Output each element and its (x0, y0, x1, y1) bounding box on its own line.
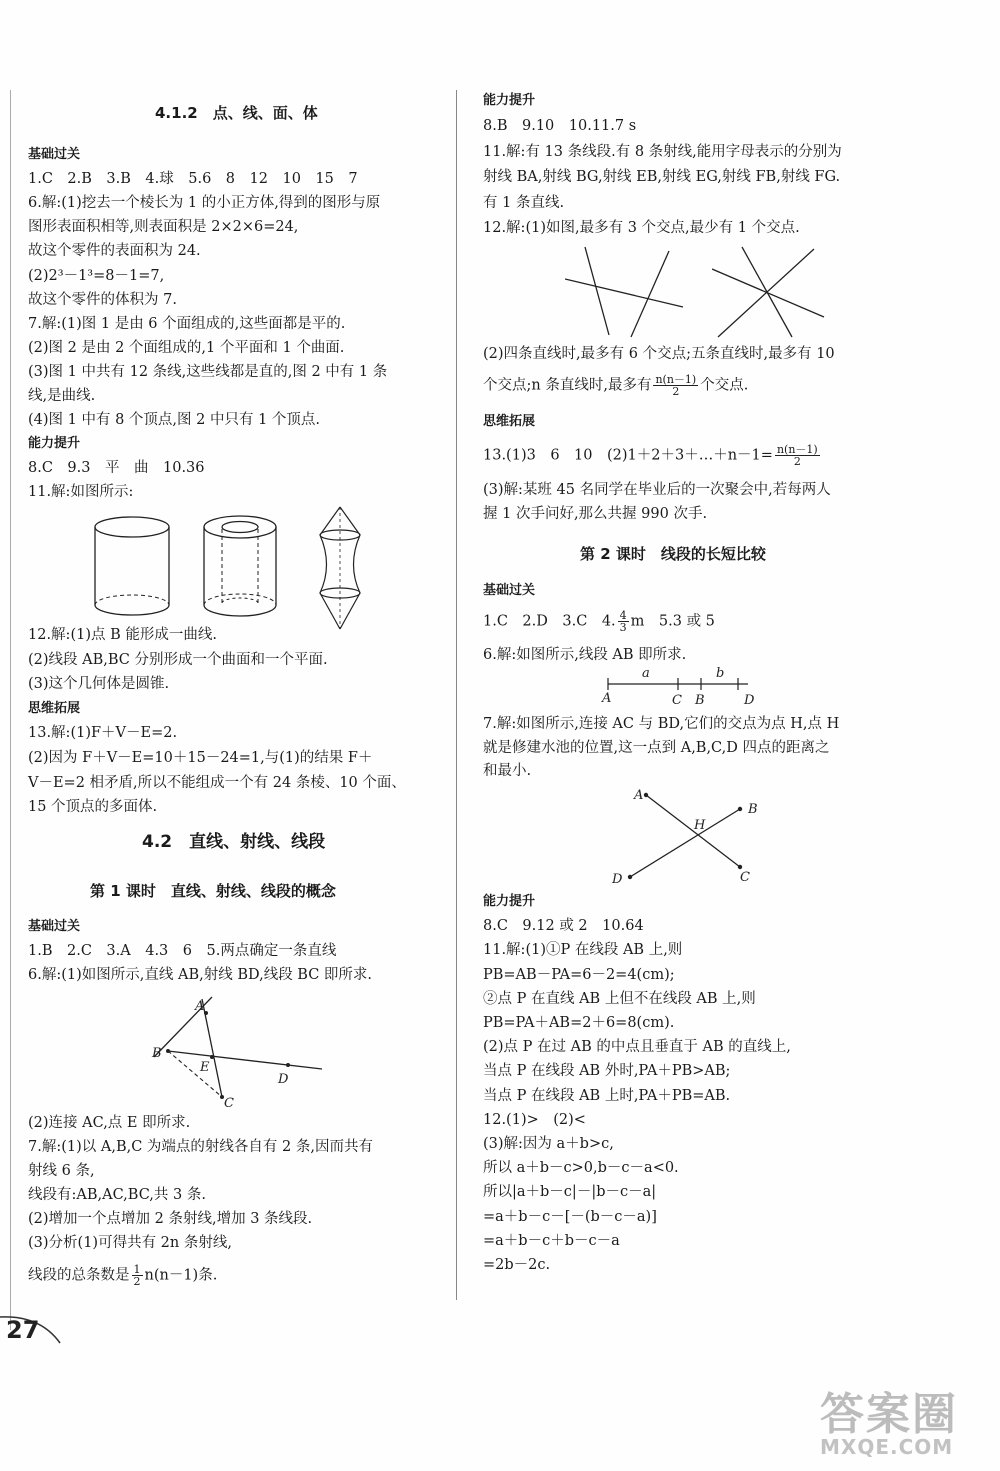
left4-line-0: (2)连接 AC,点 E 即所求. (28, 1115, 191, 1131)
left-line-9: (3)图 1 中共有 12 条线,这些线都是直的,图 2 中有 1 条 (28, 363, 388, 380)
fig7-label-b: B (748, 802, 758, 817)
fig7-label-a: A (634, 788, 644, 803)
line-b1: 1.C 2.D 3.C 4. $\frac{4}{3}$ m 5.3 或 5 (483, 609, 715, 634)
spindle-shape (320, 507, 360, 629)
seg-label-C: C (672, 693, 682, 708)
left3-line-1: 1.B 2.C 3.A 4.3 6 5.两点确定一条直线 (28, 943, 337, 959)
left2-line-1: (2)线段 AB,BC 分别形成一个曲面和一个平面. (28, 651, 328, 668)
section-title-4-2: 4.2 直线、射线、线段 (142, 832, 326, 852)
line-b6: 6.解:如图所示,线段 AB 即所求. (483, 647, 687, 663)
left2-line-0: 12.解:(1)点 B 能形成一曲线. (28, 627, 217, 643)
left-line-12: 能力提升 (28, 436, 81, 452)
seg-label-a-italic: a (642, 666, 650, 681)
seg-label-B: B (695, 693, 705, 708)
seg-label-A: A (602, 691, 612, 706)
seg-label-b-italic: b (716, 666, 725, 681)
right7-line-1: 就是修建水池的位置,这一点到 A,B,C,D 四点的距离之 (483, 739, 830, 756)
left2-line-3: 思维拓展 (28, 700, 81, 716)
left-line-7: 7.解:(1)图 1 是由 6 个面组成的,这些面都是平的. (28, 315, 346, 332)
solids-figure (85, 505, 385, 640)
right-line-5: 12.解:(1)如图,最多有 3 个交点,最少有 1 个交点. (483, 220, 800, 236)
left4-line-1: 7.解:(1)以 A,B,C 为端点的射线各自有 2 条,因而共有 (28, 1139, 373, 1155)
right8-line-10: (3)解:因为 a＋b>c, (483, 1136, 614, 1152)
hollow-cylinder-shape (204, 516, 276, 616)
right8-line-11: 所以 a＋b－c>0,b－c－a<0. (483, 1160, 679, 1177)
watermark-url: MXQE.COM (820, 1435, 954, 1459)
right-line-1: 8.B 9.10 10.11.7 s (483, 118, 637, 135)
segment-figure (598, 664, 768, 708)
left-last-line: 线段的总条数是 $\frac{1}{2}$ n(n－1)条. (28, 1263, 218, 1288)
left2-line-7: 15 个顶点的多面体. (28, 799, 158, 816)
left2-line-5: (2)因为 F＋V－E=10＋15－24=1,与(1)的结果 F＋ (28, 750, 373, 766)
section-title-4-1-2: 4.1.2 点、线、面、体 (155, 104, 318, 122)
right7-line-0: 7.解:如图所示,连接 AC 与 BD,它们的交点为点 H,点 H (483, 716, 840, 732)
right8-line-15: =2b－2c. (483, 1257, 551, 1273)
left2-line-2: (3)这个几何体是圆锥. (28, 676, 170, 693)
right8-line-14: =a＋b－c＋b－c－a (483, 1232, 620, 1249)
left-line-6: 故这个零件的体积为 7. (28, 291, 177, 308)
cylinder-shape (95, 517, 169, 615)
watermark-logo: 答案圈 (820, 1389, 958, 1440)
left-line-4: 故这个零件的表面积为 24. (28, 243, 201, 260)
left-line-5: (2)2³－1³=8－1=7, (28, 267, 165, 284)
left-line-10: 线,是曲线. (28, 388, 96, 404)
left4-line-2: 射线 6 条, (28, 1163, 95, 1179)
right8-line-8: 当点 P 在线段 AB 上时,PA＋PB=AB. (483, 1087, 731, 1104)
line-12-2a: (2)四条直线时,最多有 6 个交点;五条直线时,最多有 10 (483, 346, 835, 362)
left3-line-0: 基础过关 (28, 919, 81, 934)
left4-line-5: (3)分析(1)可得共有 2n 条射线, (28, 1235, 232, 1251)
right-line-4: 有 1 条直线. (483, 194, 565, 211)
line-12-2b: 个交点;n 条直线时,最多有 $\frac{n(n-1)}{2}$ 个交点. (483, 373, 749, 398)
fig6-label-e: E (200, 1060, 210, 1075)
head-jichu-2: 基础过关 (483, 583, 536, 598)
fig7-label-h: H (694, 818, 706, 833)
left-line-14: 11.解:如图所示: (28, 484, 134, 501)
right8-line-1: 8.C 9.12 或 2 10.64 (483, 918, 644, 935)
right8-line-0: 能力提升 (483, 894, 536, 909)
right8-line-3: PB=AB－PA=6－2=4(cm); (483, 966, 675, 983)
left-line-3: 图形表面积相等,则表面积是 2×2×6=24, (28, 219, 299, 236)
left-line-0: 基础过关 (28, 147, 81, 162)
left-line-11: (4)图 1 中有 8 个顶点,图 2 中只有 1 个顶点. (28, 412, 321, 429)
right7-line-2: 和最小. (483, 763, 532, 779)
fig6-label-c: C (224, 1096, 234, 1110)
right-line-3: 射线 BA,射线 BG,射线 EB,射线 EG,射线 FB,射线 FG. (483, 169, 841, 186)
left-margin-rule (10, 90, 11, 1330)
line-13-1: 13.(1)3 6 10 (2)1＋2＋3＋…＋n－1= $\frac{n(n-1)}{2}$ (483, 443, 818, 468)
fig7-label-c: C (740, 870, 750, 885)
line-13-3a: (3)解:某班 45 名同学在毕业后的一次聚会中,若每两人 (483, 482, 831, 498)
head-siwei: 思维拓展 (483, 414, 536, 429)
fig7-label-d: D (612, 872, 623, 887)
seg-label-D: D (744, 693, 755, 708)
right8-line-4: ②点 P 在直线 AB 上但不在线段 AB 上,则 (483, 990, 756, 1007)
left-line-1: 1.C 2.B 3.B 4.球 5.6 8 12 10 15 7 (28, 171, 358, 188)
right8-line-9: 12.(1)> (2)< (483, 1111, 586, 1128)
crossing-segments-figure (600, 785, 770, 895)
fig6-label-a: A (195, 999, 205, 1014)
left2-line-6: V－E=2 相矛盾,所以不能组成一个有 24 条棱、10 个面、 (28, 774, 406, 791)
right8-line-5: PB=PA＋AB=2＋6=8(cm). (483, 1015, 675, 1031)
column-divider (456, 90, 457, 1300)
fig6-label-d: D (278, 1072, 289, 1087)
lesson1-title: 第 1 课时 直线、射线、线段的概念 (90, 882, 336, 900)
right8-line-2: 11.解:(1)①P 在线段 AB 上,则 (483, 942, 683, 959)
right-line-2: 11.解:有 13 条线段.有 8 条射线,能用字母表示的分别为 (483, 143, 842, 160)
line-13-3b: 握 1 次手问好,那么共握 990 次手. (483, 506, 708, 522)
line-ray-segment-figure (140, 995, 330, 1110)
three-lines-figure (565, 245, 685, 340)
left-line-13: 8.C 9.3 平 曲 10.36 (28, 460, 205, 477)
concurrent-lines-figure (712, 245, 827, 340)
right8-line-7: 当点 P 在线段 AB 外时,PA＋PB>AB; (483, 1063, 731, 1080)
left-line-2: 6.解:(1)挖去一个棱长为 1 的小正方体,得到的图形与原 (28, 195, 381, 212)
right8-line-6: (2)点 P 在过 AB 的中点且垂直于 AB 的直线上, (483, 1039, 791, 1056)
right8-line-13: =a＋b－c－[－(b－c－a)] (483, 1208, 657, 1225)
left3-line-2: 6.解:(1)如图所示,直线 AB,射线 BD,线段 BC 即所求. (28, 967, 373, 983)
page-number: 27 (6, 1316, 40, 1344)
fig6-label-b: B (152, 1046, 162, 1061)
left4-line-3: 线段有:AB,AC,BC,共 3 条. (28, 1187, 206, 1203)
left4-line-4: (2)增加一个点增加 2 条射线,增加 3 条线段. (28, 1211, 313, 1227)
left-line-8: (2)图 2 是由 2 个面组成的,1 个平面和 1 个曲面. (28, 339, 345, 356)
right-line-0: 能力提升 (483, 93, 536, 108)
right8-line-12: 所以|a＋b－c|－|b－c－a| (483, 1184, 657, 1201)
lesson2-title: 第 2 课时 线段的长短比较 (580, 545, 766, 563)
left2-line-4: 13.解:(1)F＋V－E=2. (28, 725, 178, 742)
